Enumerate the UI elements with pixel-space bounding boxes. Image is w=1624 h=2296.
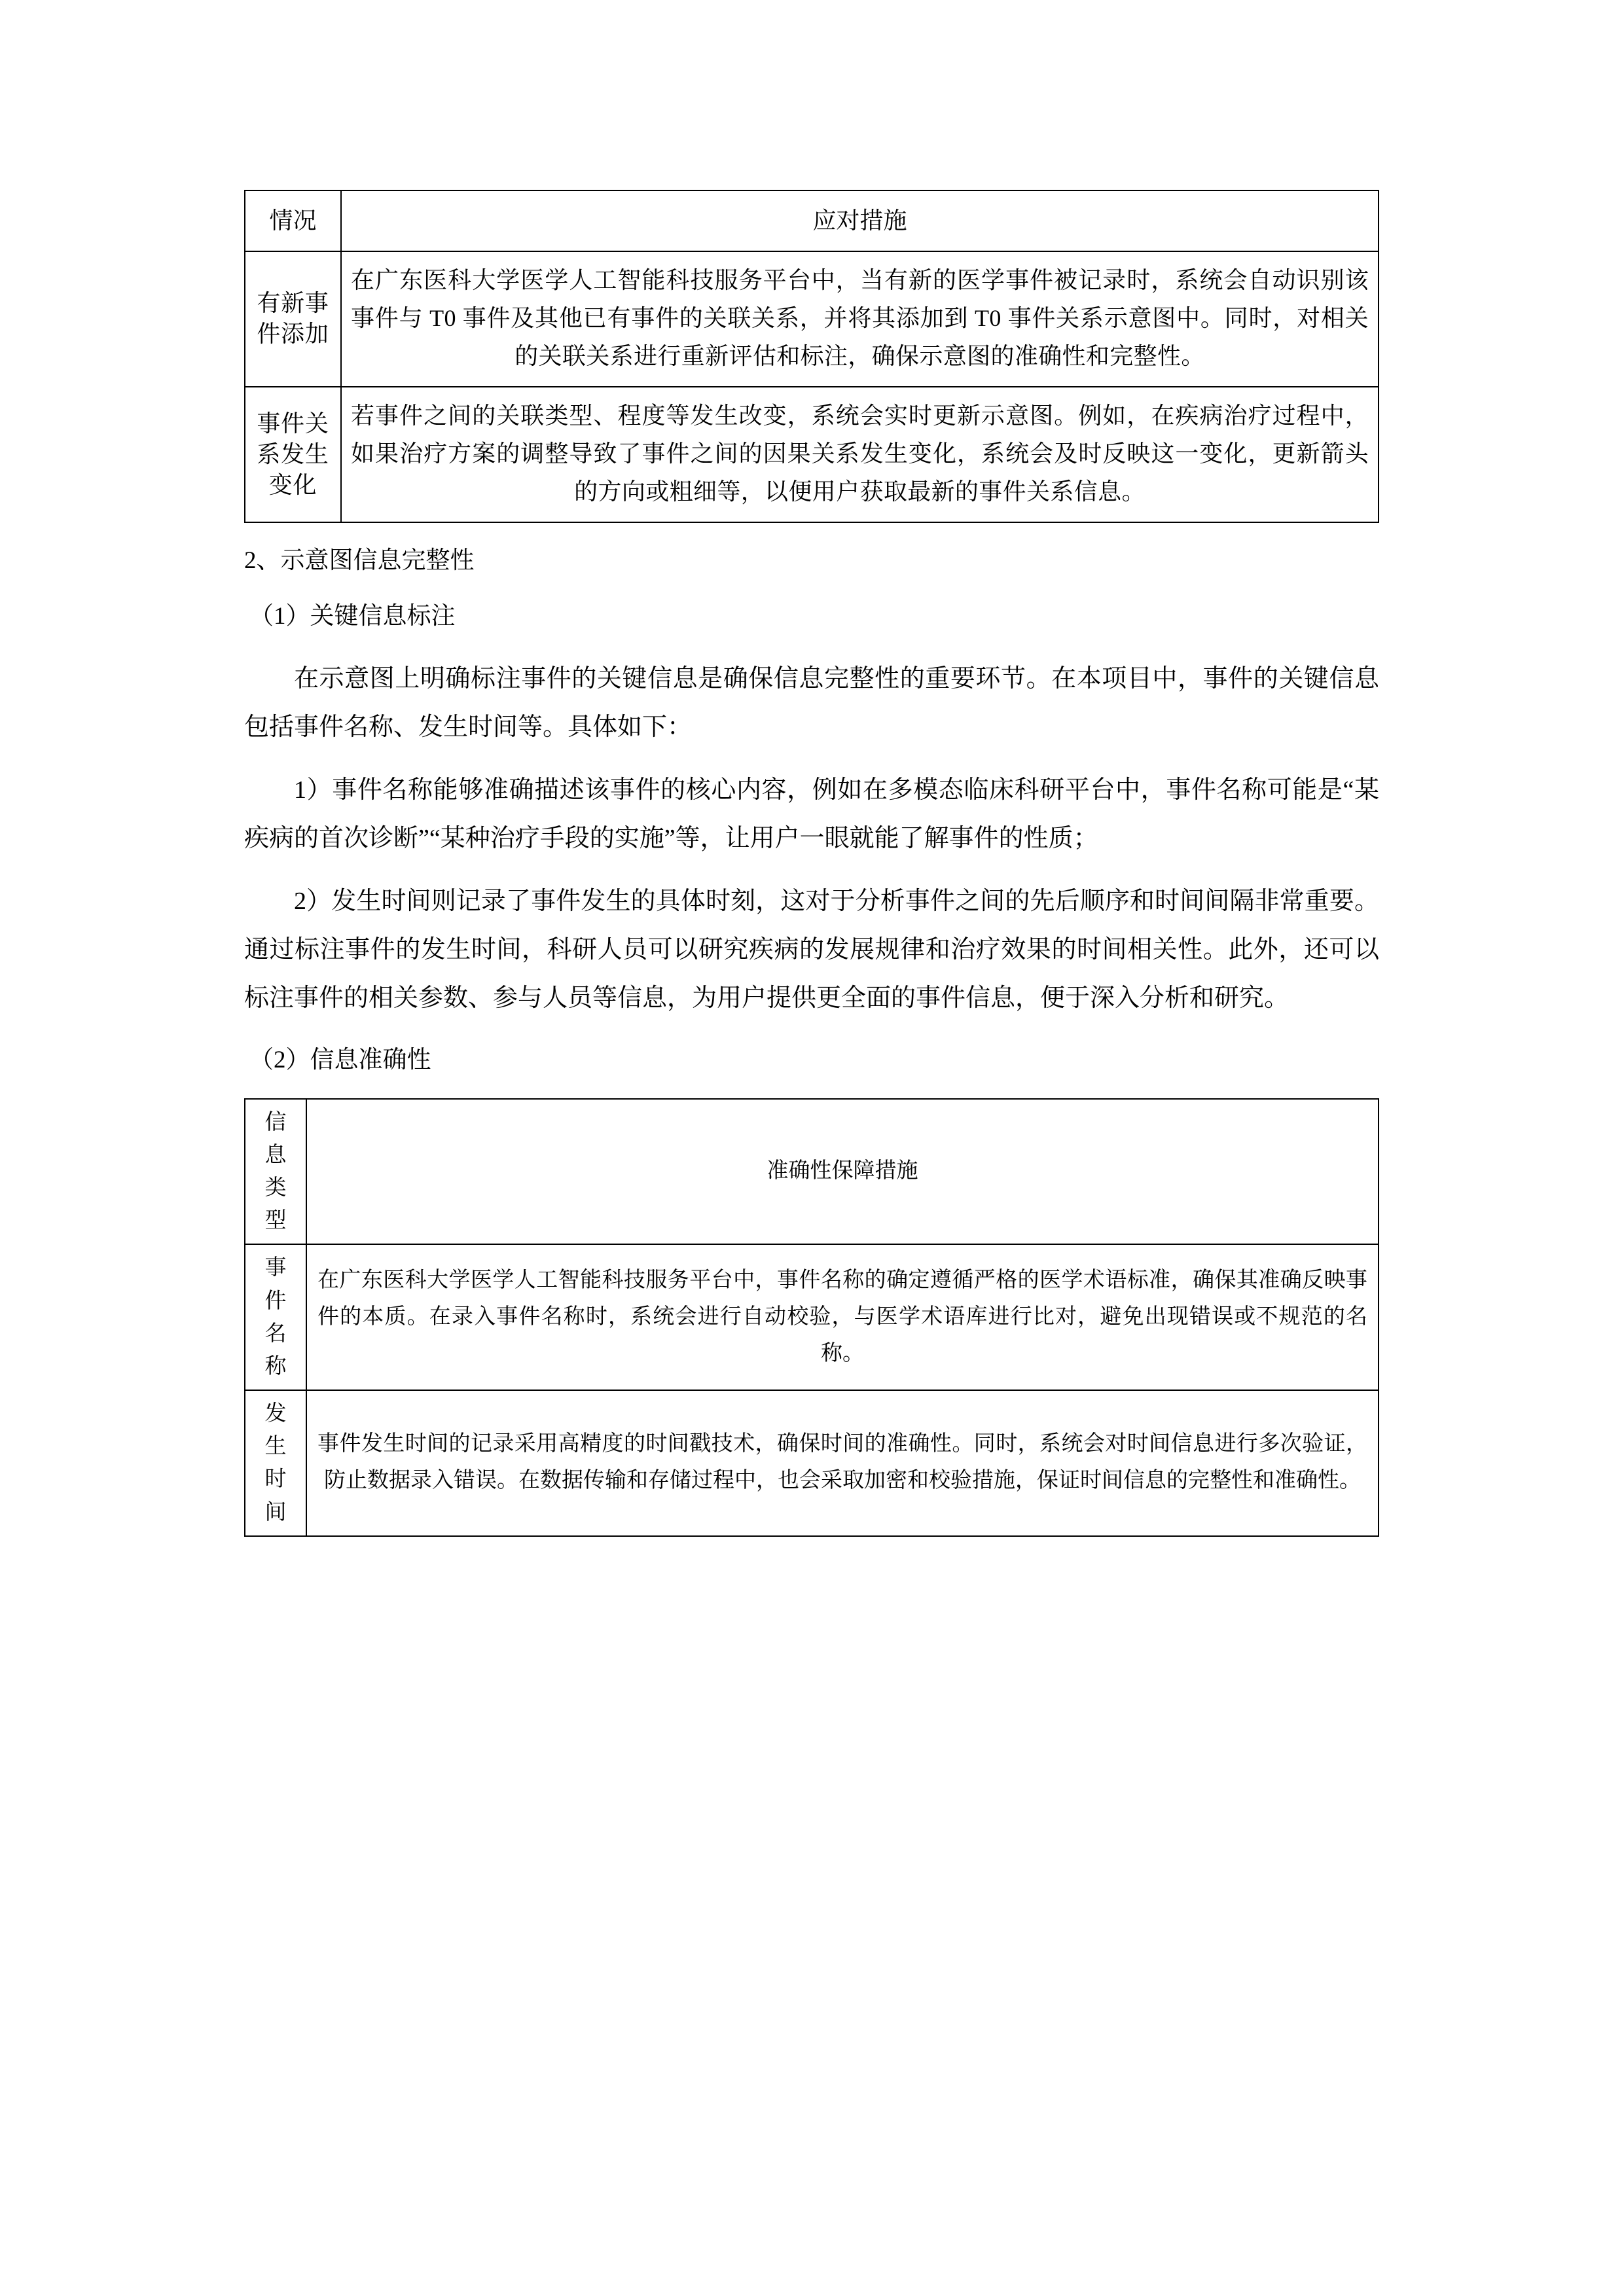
table-row [245,1390,1379,1536]
table-situation [244,190,1379,523]
table-row [245,1244,1379,1390]
row-measure-event-time: 事件发生时间的记录采用高精度的时间戳技术，确保时间的准确性。同时，系统会对时间信息进行多次验证，防止数据录入错误。在数据传输和存储过程中，也会采取加密和校验措施，保证时间信息的完整性和准确性。 [306,1390,1379,1536]
section-heading-2: 2、示意图信息完整性 [244,547,475,574]
row-measure-event-name: 在广东医科大学医学人工智能科技服务平台中，事件名称的确定遵循严格的医学术语标准，确保其准确反映事件的本质。在录入事件名称时，系统会进行自动校验，与医学术语库进行比对，避免出现错误或不规范的名称。 [306,1244,1379,1390]
label-char: 生 [264,1435,287,1459]
table-row [245,387,1379,522]
row-label-relation-change: 事件关系发生变化 [245,387,341,522]
paragraph-item-1: 1）事件名称能够准确描述该事件的核心内容，例如在多模态临床科研平台中，事件名称可能是“某疾病的首次诊断”“某种治疗手段的实施”等，让用户一眼就能了解事件的性质； [244,776,1379,852]
spacer [244,1079,1379,1098]
label-char: 时 [264,1467,287,1492]
table-header-accuracy-measure: 准确性保障措施 [306,1099,1379,1245]
table-header-row [245,1099,1379,1245]
paragraph-item-2: 2）发生时间则记录了事件发生的具体时刻，这对于分析事件之间的先后顺序和时间间隔非常重要。通过标注事件的发生时间，科研人员可以研究疾病的发展规律和治疗效果的时间相关性。此外，还可以标注事件的相关参数、参与人员等信息，为用户提供更全面的事件信息，便于深入分析和研究。 [244,888,1379,1013]
table-header-measure: 应对措施 [341,190,1379,251]
row-measure-new-event: 在广东医科大学医学人工智能科技服务平台中，当有新的医学事件被记录时，系统会自动识别该事件与 T0 事件及其他已有事件的关联关系，并将其添加到 T0 事件关系示意图中。同时，对相关的关联关系进行重新评估和标注，确保示意图的准确性和完整性。 [341,251,1379,387]
row-label-new-event: 有新事件添加 [245,251,341,387]
paragraph-intro: 在示意图上明确标注事件的关键信息是确保信息完整性的重要环节。在本项目中，事件的关键信息包括事件名称、发生时间等。具体如下： [244,664,1379,741]
table-header-row [245,190,1379,251]
header-char: 类 [264,1176,287,1200]
label-char: 名 [264,1321,287,1346]
page-content [244,190,1379,1537]
header-char: 信 [264,1110,287,1134]
table-accuracy [244,1098,1379,1537]
section-subheading-1: （1）关键信息标注 [249,603,456,630]
row-label-event-name [245,1244,306,1390]
label-char: 事 [264,1256,287,1280]
label-char: 间 [264,1500,287,1524]
label-char: 称 [264,1354,287,1378]
section-subheading-2: （2）信息准确性 [249,1047,431,1074]
row-measure-relation-change: 若事件之间的关联类型、程度等发生改变，系统会实时更新示意图。例如，在疾病治疗过程中，如果治疗方案的调整导致了事件之间的因果关系发生变化，系统会及时反映这一变化，更新箭头的方向或粗细等，以便用户获取最新的事件关系信息。 [341,387,1379,522]
row-label-event-time [245,1390,306,1536]
header-char: 型 [264,1209,287,1233]
label-char: 发 [264,1402,287,1426]
header-char: 息 [264,1143,287,1167]
label-char: 件 [264,1289,287,1313]
table-row [245,251,1379,387]
table-header-situation: 情况 [245,190,341,251]
table-header-info-type [245,1099,306,1245]
